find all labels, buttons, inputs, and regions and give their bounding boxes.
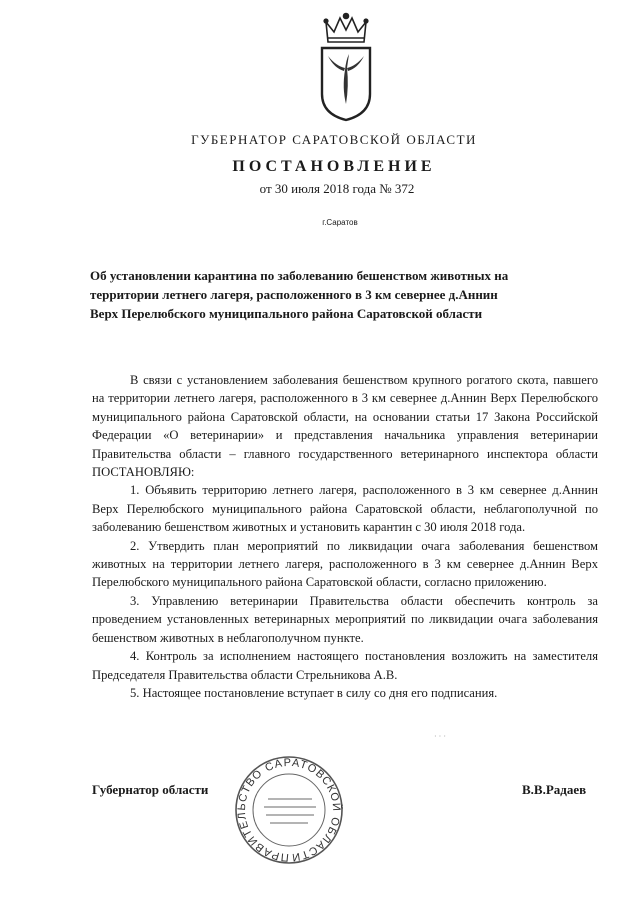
signature-role: Губернатор области bbox=[92, 782, 209, 797]
clause-5: 5. Настоящее постановление вступает в силу со дня его подписания. bbox=[130, 685, 498, 700]
saratov-coat-of-arms-icon bbox=[318, 8, 374, 122]
scan-mark: · · · bbox=[434, 732, 446, 741]
document-body bbox=[92, 371, 598, 702]
document-type: ПОСТАНОВЛЕНИЕ bbox=[232, 158, 436, 175]
clause-1: 1. Объявить территорию летнего лагеря, расположенного в 3 км севернее д.Аннин Верх Перелюбского муниципального района Саратовской области, неблагополучной по заболеванию бешенством животных и установить карантин с 30 июля 2018 года. bbox=[92, 483, 598, 535]
document-city: г.Саратов bbox=[322, 218, 358, 227]
preamble-paragraph: В связи с установлением заболевания бешенством крупного рогатого скота, павшего на территории летнего лагеря, расположенного в 3 км севернее д.Аннин Верх Перелюбского муниципального района Саратовской области, на основании статьи 17 Закона Российской Федерации «О ветеринарии» и представления начальника управления ветеринарии Правительства области – главного государственного ветеринарного инспектора области ПОСТАНОВЛЯЮ: bbox=[92, 373, 598, 480]
stamp-outer-text: ПРАВИТЕЛЬСТВО САРАТОВСКОЙ ОБЛАСТИ bbox=[235, 756, 343, 864]
clause-3: 3. Управлению ветеринарии Правительства области обеспечить контроль за проведением установленных ветеринарных мероприятий по ликвидации очага заболевания бешенством животных в неблагополучном пункте. bbox=[92, 593, 598, 645]
official-stamp bbox=[228, 755, 350, 865]
document-date-number: от 30 июля 2018 года № 372 bbox=[259, 181, 415, 196]
document-title: Об установлении карантина по заболеванию бешенством животных на территории летнего лагеря, расположенного в 3 км севернее д.Аннин Верх Перелюбского муниципального района Саратовской области bbox=[90, 268, 509, 321]
signatory-name: В.В.Радаев bbox=[522, 782, 587, 797]
issuing-authority: ГУБЕРНАТОР САРАТОВСКОЙ ОБЛАСТИ bbox=[191, 132, 477, 147]
clause-2: 2. Утвердить план мероприятий по ликвидации очага заболевания бешенством животных на территории летнего лагеря, расположенного в 3 км севернее д.Аннин Верх Перелюбского муниципального района Саратовской области, согласно приложению. bbox=[92, 538, 598, 590]
clause-4: 4. Контроль за исполнением настоящего постановления возложить на заместителя Председателя Правительства области Стрельникова А.В. bbox=[92, 649, 598, 682]
